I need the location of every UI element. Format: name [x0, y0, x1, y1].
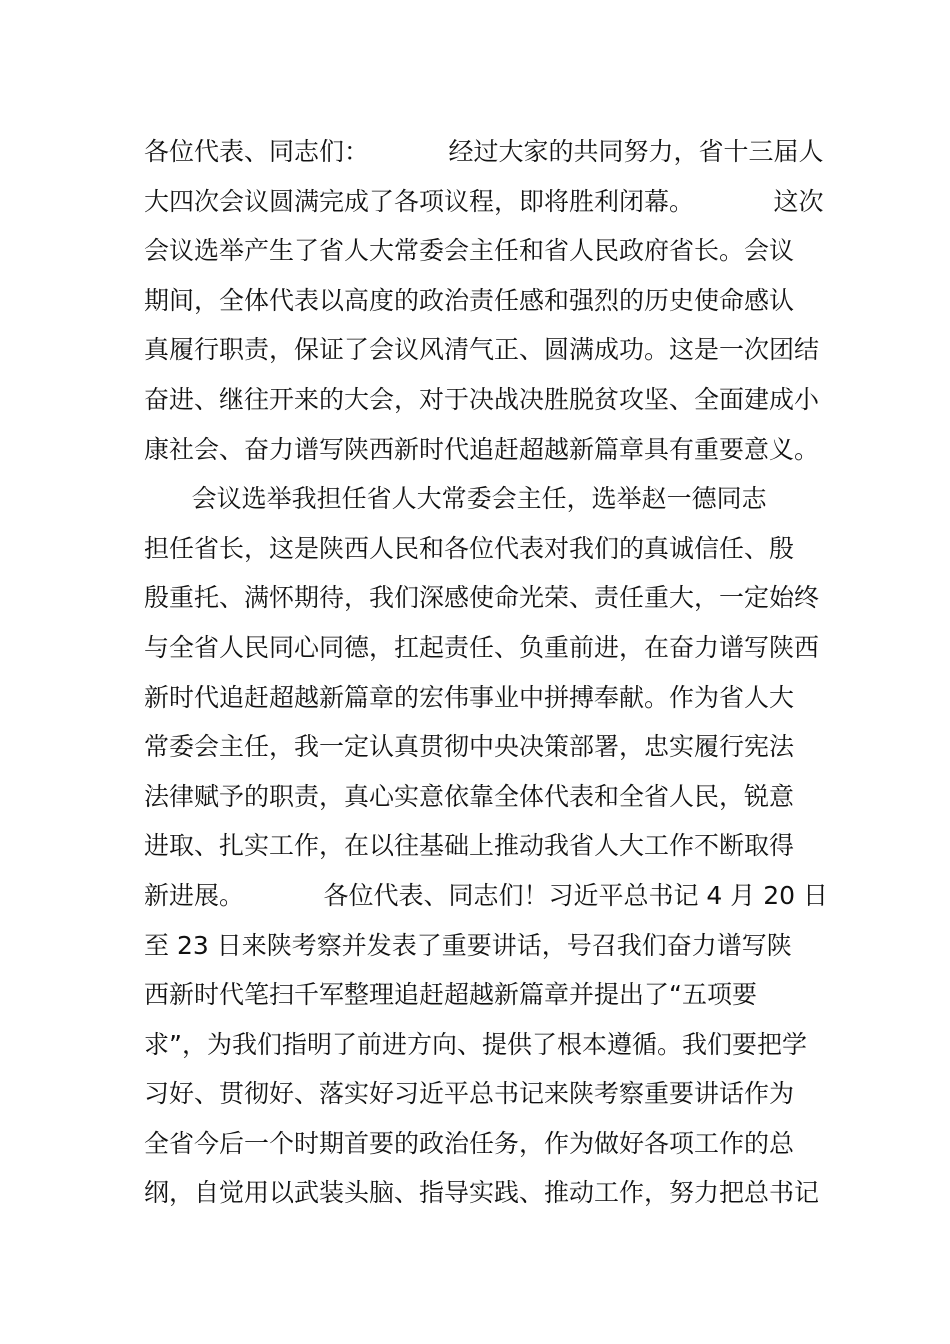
- text-line: 康社会、奋力谱写陕西新时代追赶超越新篇章具有重要意义。: [144, 434, 820, 464]
- text-line: 常委会主任，我一定认真贯彻中央决策部署，忠实履行宪法: [144, 732, 795, 762]
- text-line: 殷重托、满怀期待，我们深感使命光荣、责任重大，一定始终: [144, 583, 820, 613]
- text-line: 担任省长，这是陕西人民和各位代表对我们的真诚信任、殷: [144, 533, 795, 563]
- text-line: 法律赋予的职责，真心实意依靠全体代表和全省人民，锐意: [144, 781, 795, 811]
- text-line: 会议选举我担任省人大常委会主任，选举赵一德同志: [144, 484, 767, 514]
- text-line: 各位代表、同志们： 经过大家的共同努力，省十三届人: [144, 137, 824, 166]
- text-line: 新时代追赶超越新篇章的宏伟事业中拼搏奉献。作为省人大: [144, 682, 795, 712]
- text-line: 西新时代笔扫千军整理追赶超越新篇章并提出了“五项要: [144, 980, 757, 1010]
- text-line: 与全省人民同心同德，扛起责任、负重前进，在奋力谱写陕西: [144, 632, 820, 662]
- text-line: 求”，为我们指明了前进方向、提供了根本遵循。我们要把学: [144, 1029, 807, 1059]
- text-line: 期间，全体代表以高度的政治责任感和强烈的历史使命感认: [144, 285, 795, 315]
- text-line: 奋进、继往开来的大会，对于决战决胜脱贫攻坚、全面建成小: [144, 384, 820, 414]
- text-line: 大四次会议圆满完成了各项议程，即将胜利闭幕。 这次: [144, 186, 824, 216]
- document-body: [144, 127, 828, 1218]
- text-line: 纲，自觉用以武装头脑、指导实践、推动工作，努力把总书记: [144, 1178, 820, 1208]
- text-line: 真履行职责，保证了会议风清气正、圆满成功。这是一次团结: [144, 335, 820, 365]
- text-line: 习好、贯彻好、落实好习近平总书记来陕考察重要讲话作为: [144, 1079, 795, 1109]
- text-line: 会议选举产生了省人大常委会主任和省人民政府省长。会议: [144, 236, 795, 266]
- text-line: 进取、扎实工作，在以往基础上推动我省人大工作不断取得: [144, 831, 795, 861]
- text-line: 至 23 日来陕考察并发表了重要讲话，号召我们奋力谱写陕: [144, 930, 792, 960]
- text-line: 全省今后一个时期首要的政治任务，作为做好各项工作的总: [144, 1128, 795, 1158]
- text-line: 新进展。 各位代表、同志们！习近平总书记 4 月 20 日: [144, 880, 828, 910]
